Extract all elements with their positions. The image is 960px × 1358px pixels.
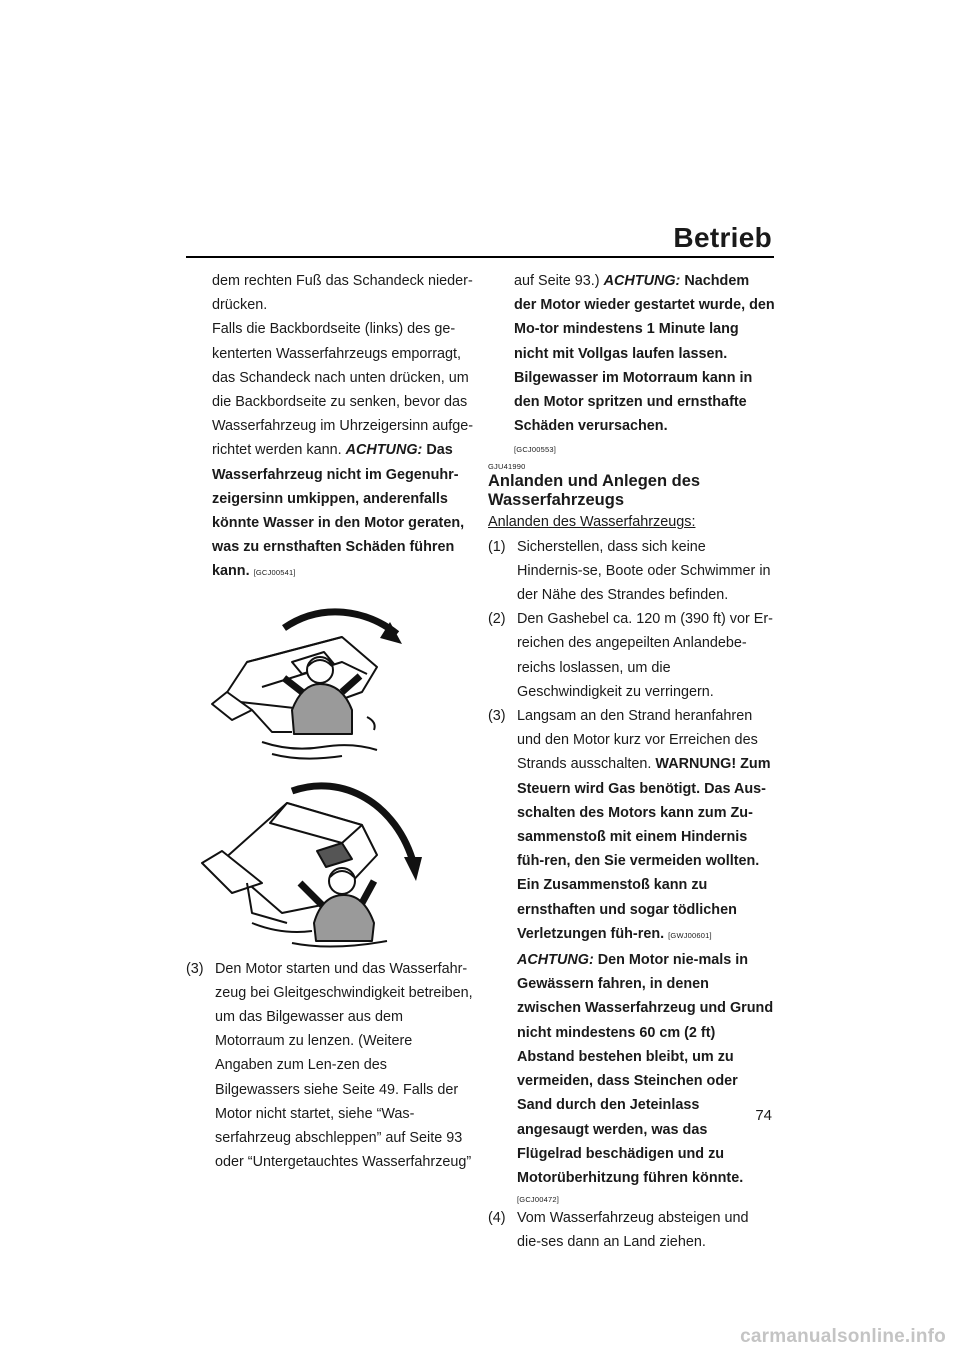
right-column	[488, 269, 775, 1255]
intro-paragraph-1: dem rechten Fuß das Schandeck nieder-drücken.	[212, 273, 473, 314]
caution-code: [GCJ00541]	[253, 568, 296, 578]
caution-code: [GCJ00553]	[514, 445, 557, 455]
step-text: Den Motor starten und das Wasserfahr-zeug bei Gleitgeschwindigkeit betreiben, um das Bilgewasser aus dem Motorraum zu lenzen. (Weitere Angaben zum Len-zen des Bilgewassers siehe Seite 49. Falls der Motor nicht startet, siehe “Was-serfahrzeug abschleppen” auf Seite 93 oder “Untergetauchtes Wasserfahrzeug”	[215, 960, 473, 1171]
caution-label: ACHTUNG:	[345, 442, 423, 459]
step-number: (2)	[488, 611, 506, 628]
step-number: (3)	[186, 960, 204, 977]
warning-code: [GWJ00601]	[668, 930, 712, 940]
caution-label-2: ACHTUNG:	[517, 952, 594, 969]
step-text: Vom Wasserfahrzeug absteigen und die-ses dann an Land ziehen.	[517, 1210, 749, 1251]
intro-paragraph-2-text: Falls die Backbordseite (links) des ge-kenterten Wasserfahrzeugs emporragt, das Schandeck nach unten drücken, um die Backbordseite zu senken, bevor das Wasserfahrzeug im Uhrzeigersinn aufge-richtet werden kann.	[212, 321, 474, 459]
warning-text: WARNUNG! Zum Steuern wird Gas benötigt. Das Aus-schalten des Motors kann zum Zu-sammenstoß mit einem Hindernis füh-ren, den Sie vermeiden wollten. Ein Zusammenstoß kann zu ernsthaften und sogar tödlichen Verletzungen füh-ren.	[517, 756, 771, 942]
step-3-left	[186, 957, 473, 1175]
header-rule	[186, 256, 774, 258]
step-4	[488, 1206, 775, 1254]
caution-label: ACHTUNG:	[603, 273, 681, 289]
continued-text: auf Seite 93.)	[514, 273, 600, 289]
caution-text: Nachdem der Motor wieder gestartet wurde, den Mo-tor mindestens 1 Minute lang nicht mit Vollgas laufen lassen. Bilgewasser im Motorraum kann in den Motor spritzen und ernsthafte Schäden verursachen.	[514, 273, 775, 435]
step-text: Sicherstellen, dass sich keine Hindernis-se, Boote oder Schwimmer in der Nähe des Strandes befinden.	[517, 538, 771, 604]
page-title: Betrieb	[673, 222, 772, 253]
step-number: (1)	[488, 538, 506, 555]
section-title: Anlanden und Anlegen des Wasserfahrzeugs	[488, 472, 701, 510]
section-code: GJU41990	[488, 462, 526, 472]
intro-paragraph-2	[186, 317, 473, 585]
step-3	[488, 704, 775, 1206]
page-number: 74	[755, 1107, 772, 1124]
step-1	[488, 535, 775, 608]
caution-text-2: Den Motor nie-mals in Gewässern fahren, in denen zwischen Wasserfahrzeug und Grund nicht mindestens 60 cm (2 ft) Abstand bestehen bleibt, um zu vermeiden, dass Steinchen oder Sand durch den Jeteinlass angesaugt werden, was das Flügelrad beschädigen und zu Motorüberhitzung führen könnte.	[517, 952, 774, 1186]
capsized-craft-illustration-2	[192, 773, 422, 953]
left-column	[186, 269, 473, 1174]
step-2	[488, 607, 775, 704]
step-text: Langsam an den Strand heranfahren und den Motor kurz vor Erreichen des Strands ausschalten.	[517, 708, 758, 773]
caution-text: Das Wasserfahrzeug nicht im Gegenuhr-zeigersinn umkippen, anderenfalls könnte Wasser in den Motor geraten, was zu ernsthaften Schäden führen kann.	[212, 442, 465, 580]
step-number: (4)	[488, 1210, 506, 1227]
continued-paragraph	[488, 269, 775, 438]
caution-code-2: [GCJ00472]	[517, 1195, 560, 1205]
step-text: Den Gashebel ca. 120 m (390 ft) vor Er-reichen des angepeilten Anlandebe-reichs loslassen, um die Geschwindigkeit zu verringern.	[517, 611, 773, 700]
watermark: carmanualsonline.info	[740, 1326, 946, 1347]
capsized-craft-illustration-1	[192, 592, 402, 767]
subsection-title: Anlanden des Wasserfahrzeugs:	[488, 514, 696, 531]
step-number: (3)	[488, 708, 506, 725]
